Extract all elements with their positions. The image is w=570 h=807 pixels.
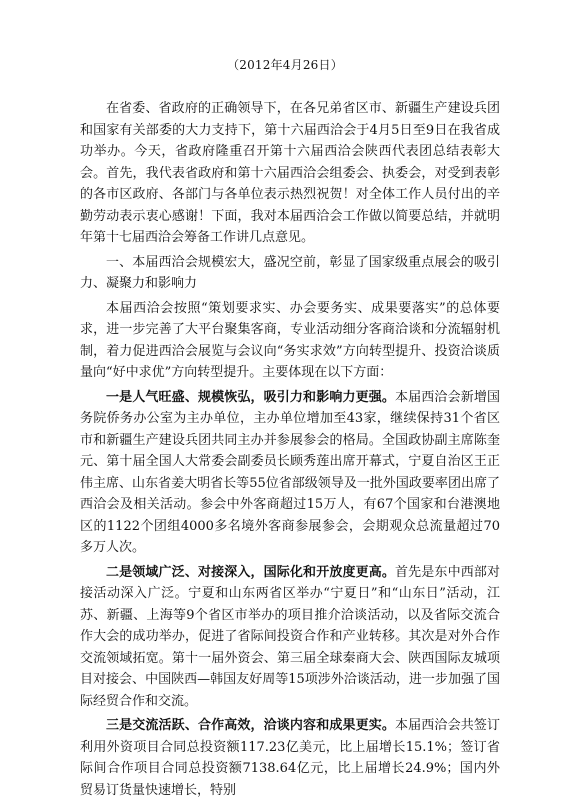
document-body <box>80 98 500 804</box>
point-three-paragraph <box>80 715 500 801</box>
point-lead: 二是领域广泛、对接深入，国际化和开放度更高。 <box>106 564 396 580</box>
overview-paragraph <box>80 298 500 384</box>
point-one-paragraph <box>80 387 500 559</box>
point-lead: 一是人气旺盛、规模恢弘，吸引力和影响力更强。 <box>106 389 396 405</box>
section-heading <box>80 252 500 295</box>
point-two-paragraph <box>80 562 500 713</box>
paragraph-text: 本届西洽会共签订利用外资项目合同总投资额117.23亿美元，比上届增长15.1%；签订省际间合作项目合同总投资额7138.64亿元，比上届增长24.9%；国内外贸易订货量快速增长，特别 <box>80 718 500 798</box>
date-line: （2012年4月26日） <box>227 58 343 72</box>
paragraph-text: 本届西洽会新增国务院侨务办公室为主办单位，主办单位增加至43家，继续保持31个省区市和新疆生产建设兵团共同主办并参展参会的格局。全国政协副主席陈奎元、第十届全国人大常委会副委员长顾秀莲出席开幕式，宁夏自治区王正伟主席、山东省姜大明省长等55位省部级领导及一批外国政要率团出席了西洽会及相关活动。参会中外客商超过15万人，有67个国家和台港澳地区的1122个团组4000多名境外客商参展参会，会期观众总流量超过70多万人次。 <box>80 389 500 555</box>
heading-text: 一、本届西洽会规模宏大，盛况空前，彰显了国家级重点展会的吸引力、凝聚力和影响力 <box>80 254 500 291</box>
intro-paragraph <box>80 98 500 249</box>
point-lead: 三是交流活跃、合作高效，洽谈内容和成果更实。 <box>106 718 396 733</box>
paragraph-text: 在省委、省政府的正确领导下，在各兄弟省区市、新疆生产建设兵团和国家有关部委的大力支持下，第十六届西洽会于4月5日至9日在我省成功举办。今天，省政府隆重召开第十六届西洽会陕西代表团总结表彰大会。首先，我代表省政府和第十六届西洽会组委会、执委会，对受到表彰的各市区政府、各部门与各单位表示热烈祝贺！对全体工作人员付出的辛勤劳动表示衷心感谢！下面，我对本届西洽会工作做以简要总结，并就明年第十七届西洽会筹备工作讲几点意见。 <box>80 101 500 245</box>
paragraph-text: 本届西洽会按照“策划要求实、办会要务实、成果要落实”的总体要求，进一步完善了大平台聚集客商，专业活动细分客商洽谈和分流辐射机制，着力促进西洽会展览与会议向“务实求效”方向转型提升、投资洽谈质量向“好中求优”方向转型提升。主要体现在以下方面： <box>80 300 500 380</box>
paragraph-text: 首先是东中西部对接活动深入广泛。宁夏和山东两省区举办“宁夏日”和“山东日”活动，江苏、新疆、上海等9个省区市举办的项目推介洽谈活动，以及省际交流合作大会的成功举办，促进了省际间投资合作和产业转移。其次是对外合作交流领域拓宽。第十一届外资会、第三届全球秦商大会、陕西国际友城项目对接会、中国陕西—韩国友好周等15项涉外洽谈活动，进一步加强了国际经贸合作和交流。 <box>80 564 500 709</box>
